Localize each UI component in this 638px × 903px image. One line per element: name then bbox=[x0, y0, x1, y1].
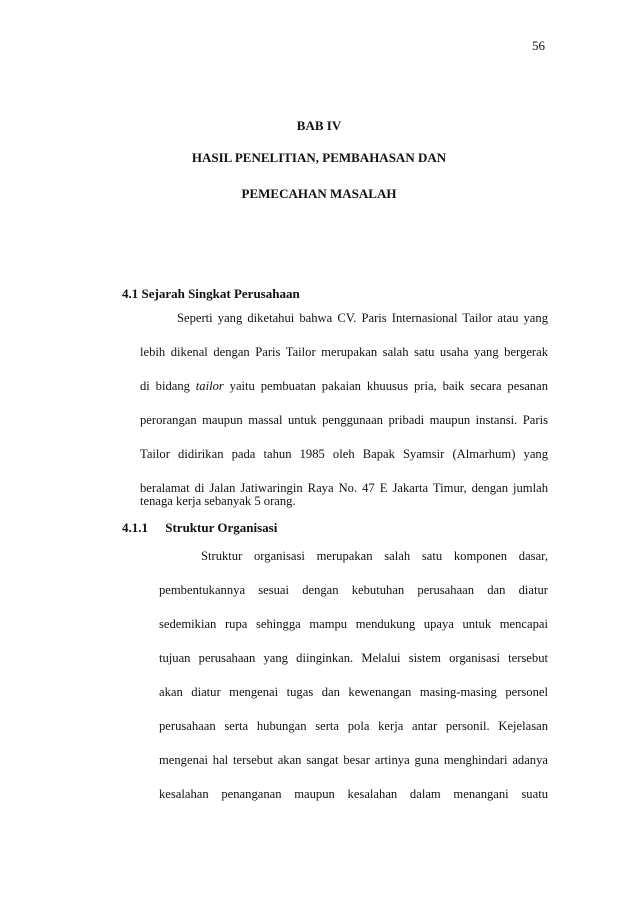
section-title: Struktur Organisasi bbox=[165, 520, 278, 535]
section-heading-4-1-1 bbox=[122, 520, 277, 536]
paragraph-line: tujuan perusahaan yang diinginkan. Melalui sistem organisasi tersebut bbox=[159, 651, 548, 665]
paragraph-sejarah-end bbox=[140, 493, 548, 509]
paragraph-line: tenaga kerja sebanyak 5 orang. bbox=[140, 494, 296, 508]
chapter-title-line-2: PEMECAHAN MASALAH bbox=[241, 186, 397, 201]
chapter-number: BAB IV bbox=[296, 118, 342, 133]
paragraph-line: lebih dikenal dengan Paris Tailor merupakan salah satu usaha yang bergerak bbox=[140, 345, 548, 359]
paragraph-line: perusahaan serta hubungan serta pola kerja antar personil. Kejelasan bbox=[159, 719, 548, 733]
paragraph-line: pembentukannya sesuai dengan kebutuhan perusahaan dan diatur bbox=[159, 583, 548, 597]
paragraph-line: Struktur organisasi merupakan salah satu komponen dasar, bbox=[201, 549, 548, 563]
paragraph-struktur bbox=[159, 548, 548, 801]
paragraph-line: akan diatur mengenai tugas dan kewenangan masing-masing personel bbox=[159, 685, 548, 699]
paragraph-text: di bidang bbox=[140, 379, 196, 393]
paragraph-line: Seperti yang diketahui bahwa CV. Paris Internasional Tailor atau yang bbox=[177, 311, 548, 325]
paragraph-line: kesalahan penanganan maupun kesalahan dalam menangani suatu bbox=[159, 787, 548, 801]
chapter-title-line-1: HASIL PENELITIAN, PEMBAHASAN DAN bbox=[191, 150, 447, 165]
section-number: 4.1.1 bbox=[122, 520, 148, 535]
paragraph-line: perorangan maupun massal untuk penggunaan pribadi maupun instansi. Paris bbox=[140, 413, 548, 427]
page-number: 56 bbox=[532, 38, 545, 53]
paragraph-sejarah bbox=[140, 310, 548, 510]
paragraph-line bbox=[140, 378, 548, 394]
italic-term: tailor bbox=[195, 379, 224, 393]
paragraph-line: mengenai hal tersebut akan sangat besar artinya guna menghindari adanya bbox=[159, 753, 548, 767]
paragraph-line: sedemikian rupa sehingga mampu mendukung upaya untuk mencapai bbox=[159, 617, 548, 631]
paragraph-line: Tailor didirikan pada tahun 1985 oleh Bapak Syamsir (Almarhum) yang bbox=[140, 447, 548, 461]
paragraph-line: beralamat di Jalan Jatiwaringin Raya No. 47 E Jakarta Timur, dengan jumlah bbox=[140, 481, 548, 495]
section-heading-4-1: 4.1 Sejarah Singkat Perusahaan bbox=[122, 286, 300, 301]
paragraph-text: yaitu pembuatan pakaian khuusus pria, baik secara pesanan bbox=[223, 379, 548, 393]
